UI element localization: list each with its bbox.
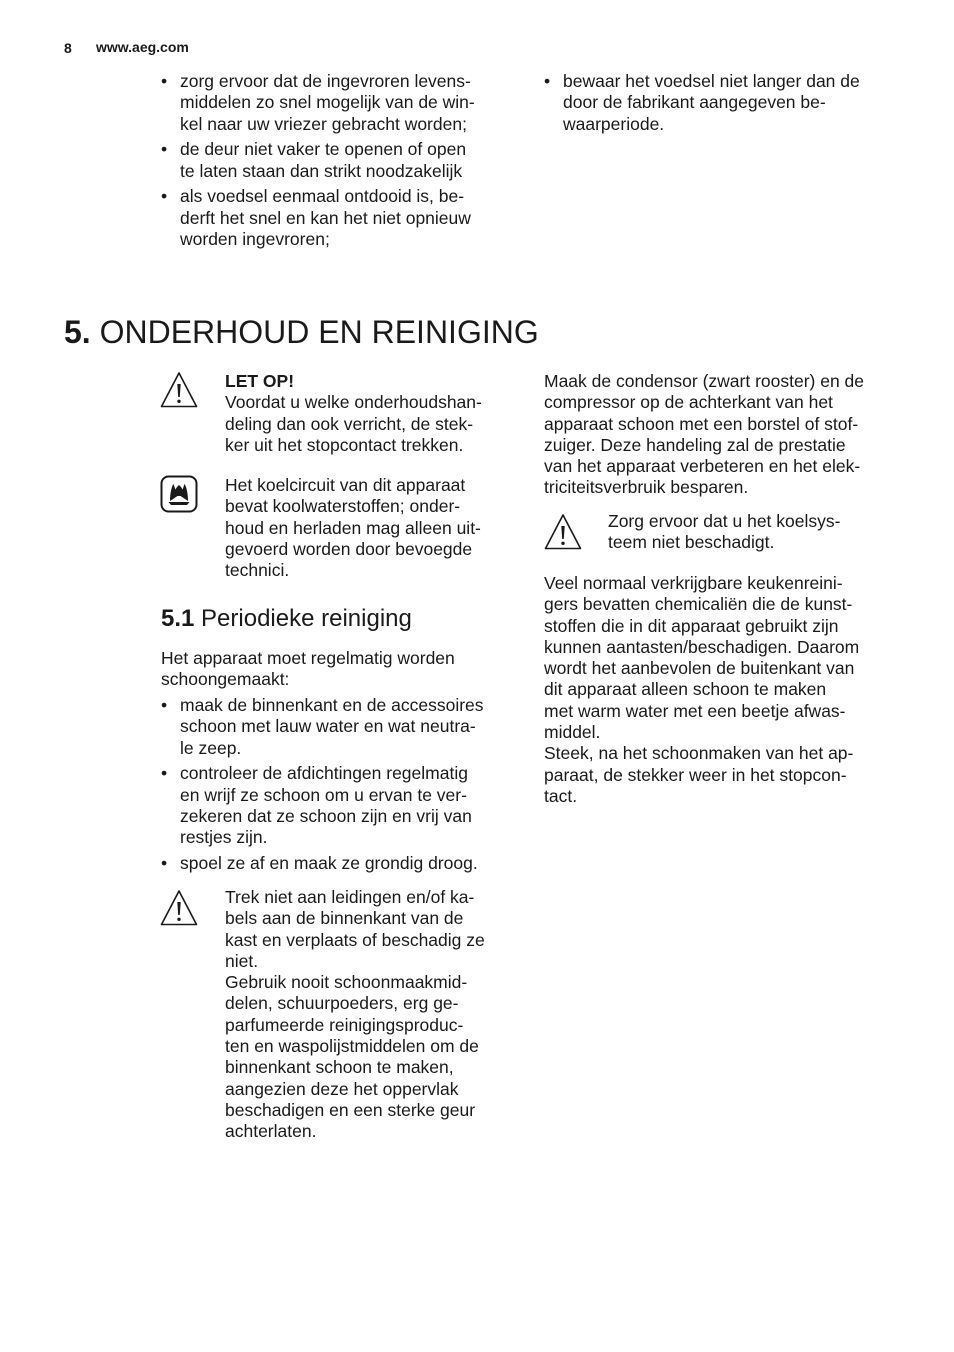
warning-triangle-icon xyxy=(160,371,198,409)
subsection-title: Periodieke reiniging xyxy=(201,605,412,632)
list-line: • controleer de afdichtingen regelmatig xyxy=(180,763,468,784)
list-line: kel naar uw vriezer gebracht worden; xyxy=(180,113,467,134)
warning-line: teem niet beschadigt. xyxy=(608,532,775,553)
paragraph-line: zuiger. Deze handeling zal de prestatie xyxy=(544,434,846,455)
warning-line: achterlaten. xyxy=(225,1121,317,1142)
list-line: te laten staan dan strikt noodzakelijk xyxy=(180,160,463,181)
warning-triangle-icon xyxy=(544,513,582,551)
warning-line: niet. xyxy=(225,950,259,971)
list-line: le zeep. xyxy=(180,737,242,758)
environment-leaf-icon xyxy=(160,475,198,513)
list-line: waarperiode. xyxy=(563,113,665,134)
list-line: • maak de binnenkant en de accessoires xyxy=(180,695,484,715)
warning-line: bels aan de binnenkant van de xyxy=(225,908,464,929)
list-line: • bewaar het voedsel niet langer dan de xyxy=(563,71,860,91)
warning-line: parfumeerde reinigingsproduc- xyxy=(225,1014,464,1035)
intro-paragraph xyxy=(161,648,521,691)
warning-line: Trek niet aan leidingen en/of ka- xyxy=(225,887,475,907)
warning-triangle-icon xyxy=(160,889,198,927)
list-item xyxy=(161,71,521,135)
list-item xyxy=(161,853,521,874)
note-line: houd en herladen mag alleen uit- xyxy=(225,517,481,538)
paragraph-line: paraat, de stekker weer in het stopcon- xyxy=(544,764,847,785)
paragraph-line: wordt het aanbevolen de buitenkant van xyxy=(544,658,855,679)
warning-line: ten en waspolijstmiddelen om de xyxy=(225,1036,479,1057)
warning-line: Zorg ervoor dat u het koelsys- xyxy=(608,511,841,531)
environment-note xyxy=(225,475,525,581)
header-url: www.aeg.com xyxy=(96,39,189,55)
paragraph-line: tact. xyxy=(544,785,578,806)
list-line: derft het snel en kan het niet opnieuw xyxy=(180,207,471,228)
list-line: schoon met lauw water en wat neutra- xyxy=(180,716,476,737)
warning-line: Gebruik nooit schoonmaakmid- xyxy=(225,972,468,993)
list-line: • de deur niet vaker te openen of open xyxy=(180,139,467,160)
list-line: restjes zijn. xyxy=(180,827,268,848)
top-left-list xyxy=(161,71,521,255)
note-line: bevat koolwaterstoffen; onder- xyxy=(225,496,461,517)
list-item xyxy=(161,139,521,182)
section-heading xyxy=(64,312,539,352)
warning-line: kast en verplaats of beschadig ze xyxy=(225,929,485,950)
warning-line: deling dan ook verricht, de stek- xyxy=(225,413,474,434)
paragraph-line: schoongemaakt: xyxy=(161,669,290,690)
paragraph-line: Het apparaat moet regelmatig worden xyxy=(161,648,455,668)
paragraph-line: Maak de condensor (zwart rooster) en de xyxy=(544,371,865,391)
paragraph-line: compressor op de achterkant van het xyxy=(544,392,833,413)
list-line: • zorg ervoor dat de ingevroren levens- xyxy=(180,71,471,91)
paragraph-line: triciteitsverbruik besparen. xyxy=(544,477,749,498)
list-line: zekeren dat ze schoon zijn en vrij van xyxy=(180,805,472,826)
cleaning-list xyxy=(161,695,521,879)
warning-note-cables xyxy=(225,887,525,1143)
paragraph-line: Steek, na het schoonmaken van het ap- xyxy=(544,743,854,764)
cleaner-paragraph xyxy=(544,573,914,807)
warning-line: Voordat u welke onderhoudshan- xyxy=(225,392,482,413)
section-title: ONDERHOUD EN REINIGING xyxy=(99,314,539,350)
warning-note-unplug xyxy=(225,371,525,456)
section-number: 5. xyxy=(64,314,91,350)
top-right-list xyxy=(544,71,904,139)
paragraph-line: middel. xyxy=(544,722,601,743)
warning-line: beschadigen en een sterke geur xyxy=(225,1099,476,1120)
warning-line: aangezien deze het oppervlak xyxy=(225,1078,459,1099)
list-line: • spoel ze af en maak ze grondig droog. xyxy=(180,853,478,874)
list-line: worden ingevroren; xyxy=(180,229,330,250)
list-item xyxy=(161,186,521,250)
warning-line: ker uit het stopcontact trekken. xyxy=(225,434,464,455)
condenser-paragraph xyxy=(544,371,914,499)
note-line: technici. xyxy=(225,560,290,581)
list-item xyxy=(161,695,521,759)
paragraph-line: gers bevatten chemicaliën die de kunst- xyxy=(544,594,853,615)
list-line: • als voedsel eenmaal ontdooid is, be- xyxy=(180,186,465,207)
warning-line: binnenkant schoon te maken, xyxy=(225,1057,454,1078)
paragraph-line: Veel normaal verkrijgbare keukenreini- xyxy=(544,573,843,593)
page-number: 8 xyxy=(64,40,72,56)
list-line: door de fabrikant aangegeven be- xyxy=(563,92,826,113)
warning-title: LET OP! xyxy=(225,371,295,391)
paragraph-line: dit apparaat alleen schoon te maken xyxy=(544,679,827,700)
subsection-number: 5.1 xyxy=(161,605,195,632)
list-item xyxy=(161,763,521,848)
list-line: middelen zo snel mogelijk van de win- xyxy=(180,92,475,113)
warning-line: delen, schuurpoeders, erg ge- xyxy=(225,993,459,1014)
note-line: gevoerd worden door bevoegde xyxy=(225,538,473,559)
warning-note-cooling-system xyxy=(608,511,908,554)
list-line: en wrijf ze schoon om u ervan te ver- xyxy=(180,784,467,805)
note-line: Het koelcircuit van dit apparaat xyxy=(225,475,466,495)
paragraph-line: met warm water met een beetje afwas- xyxy=(544,700,846,721)
subsection-heading xyxy=(161,603,412,635)
paragraph-line: kunnen aantasten/beschadigen. Daarom xyxy=(544,636,860,657)
list-item xyxy=(544,71,904,135)
paragraph-line: van het apparaat verbeteren en het elek- xyxy=(544,456,861,477)
paragraph-line: stoffen die in dit apparaat gebruikt zijn xyxy=(544,615,839,636)
paragraph-line: apparaat schoon met een borstel of stof- xyxy=(544,413,859,434)
